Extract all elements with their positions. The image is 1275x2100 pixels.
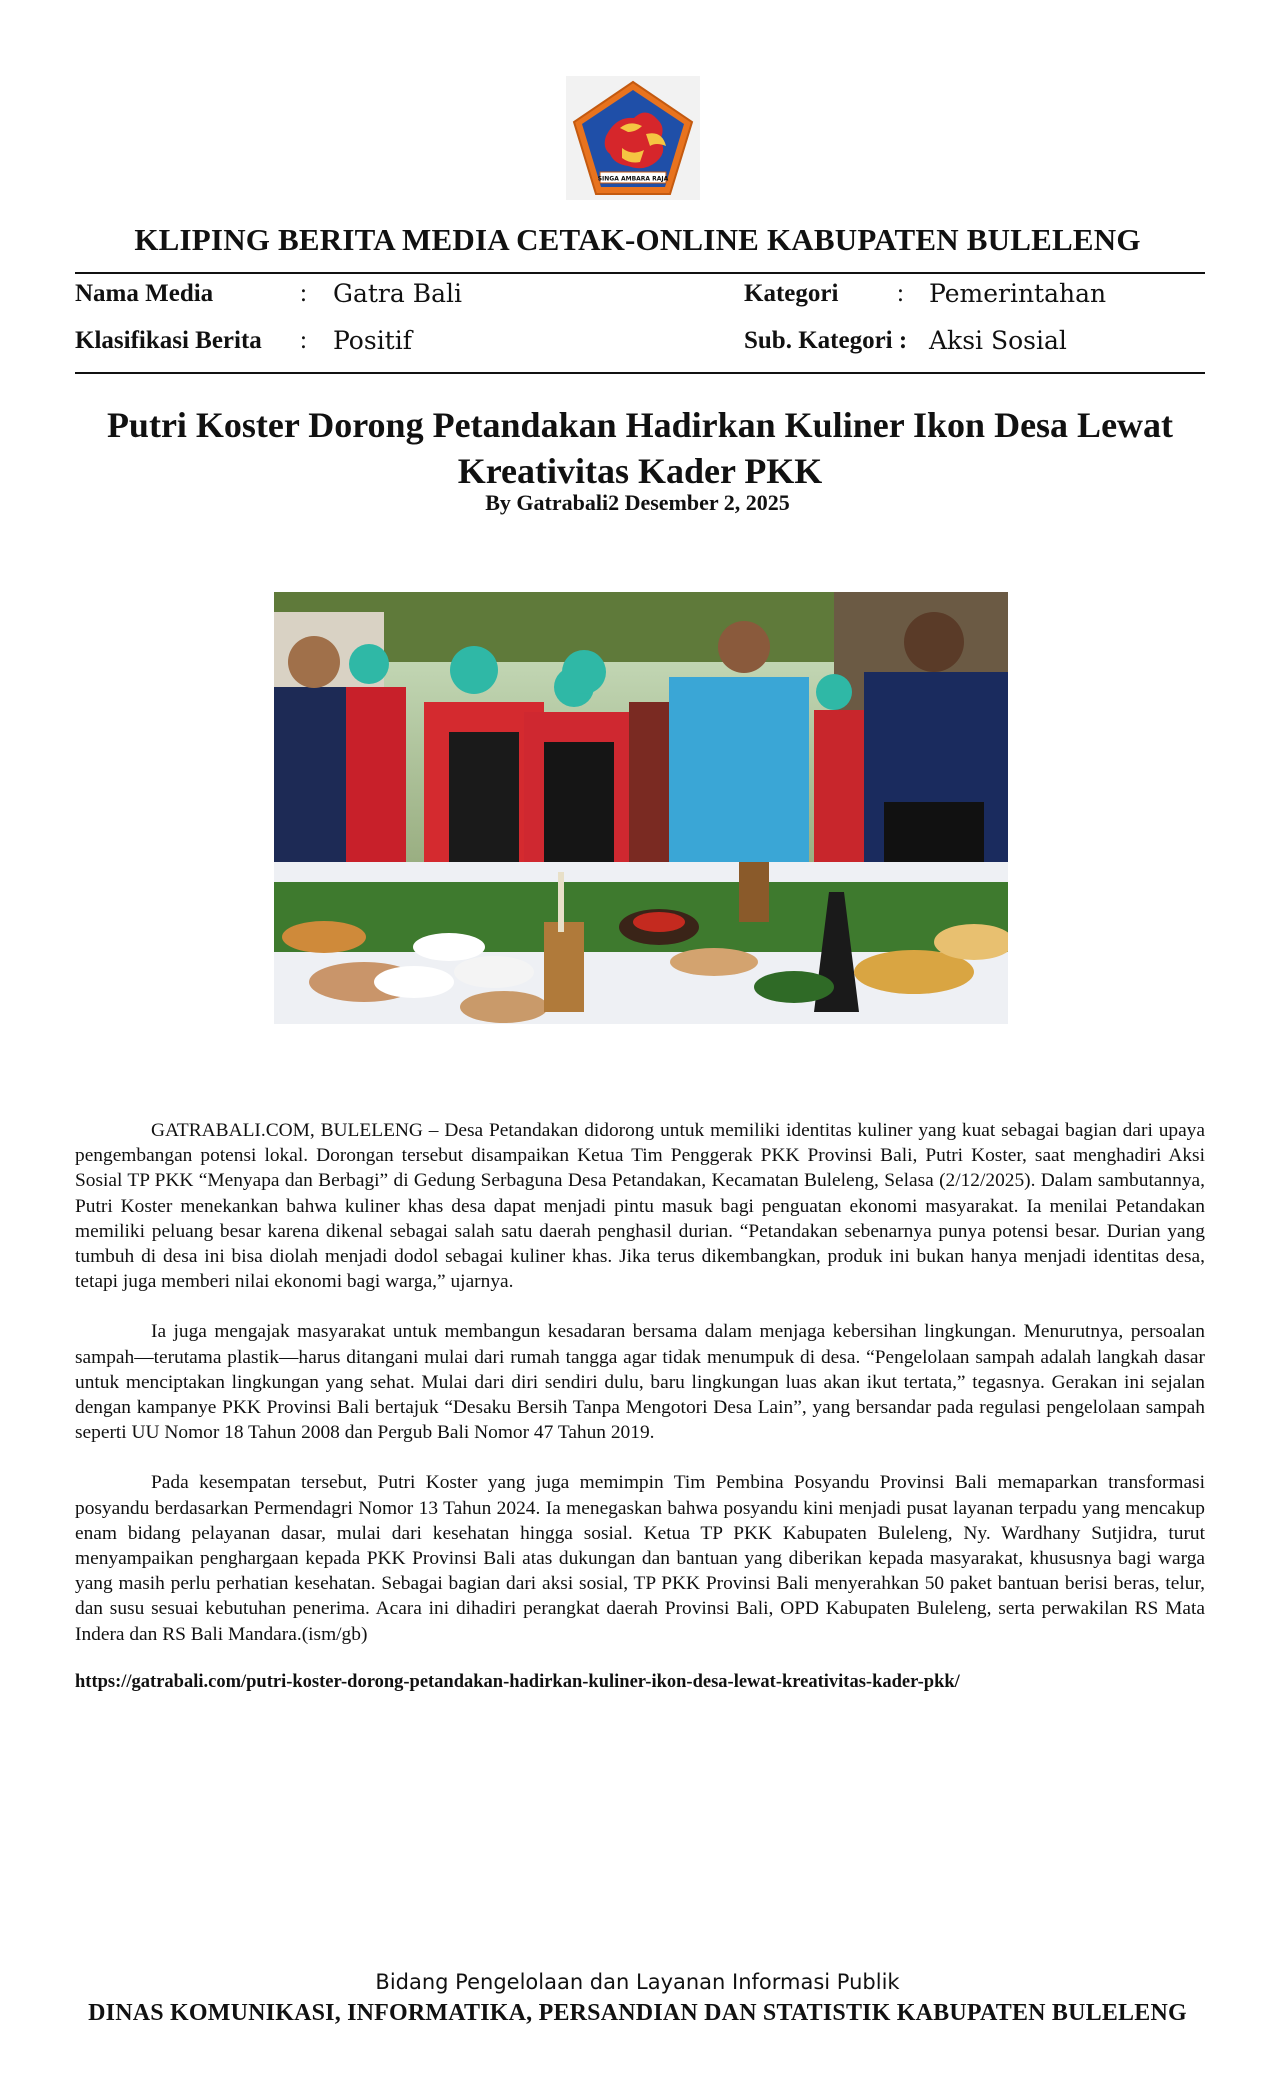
kategori-value: Pemerintahan	[929, 279, 1107, 308]
nama-media-label: Nama Media	[75, 280, 214, 307]
sub-kategori-value: Aksi Sosial	[929, 326, 1067, 355]
kategori-label: Kategori	[744, 280, 839, 307]
article-body	[75, 1118, 1205, 1672]
sub-kategori-label: Sub. Kategori :	[744, 327, 908, 354]
source-url-link[interactable]: https://gatrabali.com/putri-koster-dorong-petandakan-hadirkan-kuliner-ikon-desa-lewat-kreativitas-kader-pkk/	[75, 1672, 960, 1692]
header-divider-top	[75, 272, 1205, 274]
header-divider-bottom	[75, 372, 1205, 374]
footer-division: Bidang Pengelolaan dan Layanan Informasi Publik	[375, 1970, 900, 1994]
article-paragraph-2: Ia juga mengajak masyarakat untuk membangun kesadaran bersama dalam menjaga kebersihan lingkungan. Menurutnya, persoalan sampah—terutama plastik—harus ditangani mulai dari rumah tangga agar tidak menumpuk di desa. “Pengelolaan sampah adalah langkah dasar untuk menciptakan lingkungan yang sehat. Mulai dari diri sendiri dulu, baru lingkungan luas akan ikut tertata,” tegasnya. Gerakan ini sejalan dengan kampanye PKK Provinsi Bali bertajuk “Desaku Bersih Tanpa Mengotori Desa Lain”, yang bersandar pada regulasi pengelolaan sampah seperti UU Nomor 18 Tahun 2008 dan Pergub Bali Nomor 47 Tahun 2019.	[75, 1321, 1205, 1444]
klasifikasi-label: Klasifikasi Berita	[75, 327, 262, 354]
colon: :	[300, 327, 307, 354]
logo-motto: SINGA AMBARA RAJA	[597, 175, 669, 183]
colon: :	[897, 280, 904, 307]
article-byline: By Gatrabali2 Desember 2, 2025	[485, 490, 790, 515]
article-title: Putri Koster Dorong Petandakan Hadirkan Kuliner Ikon Desa Lewat Kreativitas Kader PKK	[106, 405, 1174, 491]
document-header-title: KLIPING BERITA MEDIA CETAK-ONLINE KABUPATEN BULELENG	[134, 222, 1141, 257]
buleleng-crest-logo	[566, 76, 700, 200]
klasifikasi-value: Positif	[333, 326, 412, 355]
article-paragraph-3: Pada kesempatan tersebut, Putri Koster yang juga memimpin Tim Pembina Posyandu Provinsi Bali memaparkan transformasi posyandu berdasarkan Permendagri Nomor 13 Tahun 2024. Ia menegaskan bahwa posyandu kini menjadi pusat layanan terpadu yang mencakup enam bidang pelayanan dasar, mulai dari kesehatan hingga sosial. Ketua TP PKK Kabupaten Buleleng, Ny. Wardhany Sutjidra, turut menyampaikan penghargaan kepada PKK Provinsi Bali atas dukungan dan bantuan yang diberikan kepada masyarakat, khususnya bagi warga yang masih perlu perhatian kesehatan. Sebagai bagian dari aksi sosial, TP PKK Provinsi Bali menyerahkan 50 paket bantuan berisi beras, telur, dan susu sesuai kebutuhan penerima. Acara ini dihadiri perangkat daerah Provinsi Bali, OPD Kabupaten Buleleng, serta perwakilan RS Mata Indera dan RS Bali Mandara.(ism/gb)	[75, 1472, 1205, 1645]
colon: :	[300, 280, 307, 307]
article-paragraph-1: GATRABALI.COM, BULELENG – Desa Petandakan didorong untuk memiliki identitas kuliner yang kuat sebagai bagian dari upaya pengembangan potensi lokal. Dorongan tersebut disampaikan Ketua Tim Penggerak PKK Provinsi Bali, Putri Koster, saat menghadiri Aksi Sosial TP PKK “Menyapa dan Berbagi” di Gedung Serbaguna Desa Petandakan, Kecamatan Buleleng, Selasa (2/12/2025). Dalam sambutannya, Putri Koster menekankan bahwa kuliner khas desa dapat menjadi pintu masuk bagi penguatan ekonomi masyarakat. Ia menilai Petandakan memiliki peluang besar karena dikenal sebagai salah satu daerah penghasil durian. “Petandakan sebenarnya punya potensi besar. Durian yang tumbuh di desa ini bisa diolah menjadi dodol sebagai kuliner khas. Jika terus dikembangkan, produk ini bukan hanya menjadi identitas desa, tetapi juga memberi nilai ekonomi bagi warga,” ujarnya.	[75, 1120, 1205, 1293]
article-photo	[274, 592, 1008, 1024]
footer-agency: DINAS KOMUNIKASI, INFORMATIKA, PERSANDIAN DAN STATISTIK KABUPATEN BULELENG	[88, 2000, 1187, 2026]
nama-media-value: Gatra Bali	[333, 279, 462, 308]
